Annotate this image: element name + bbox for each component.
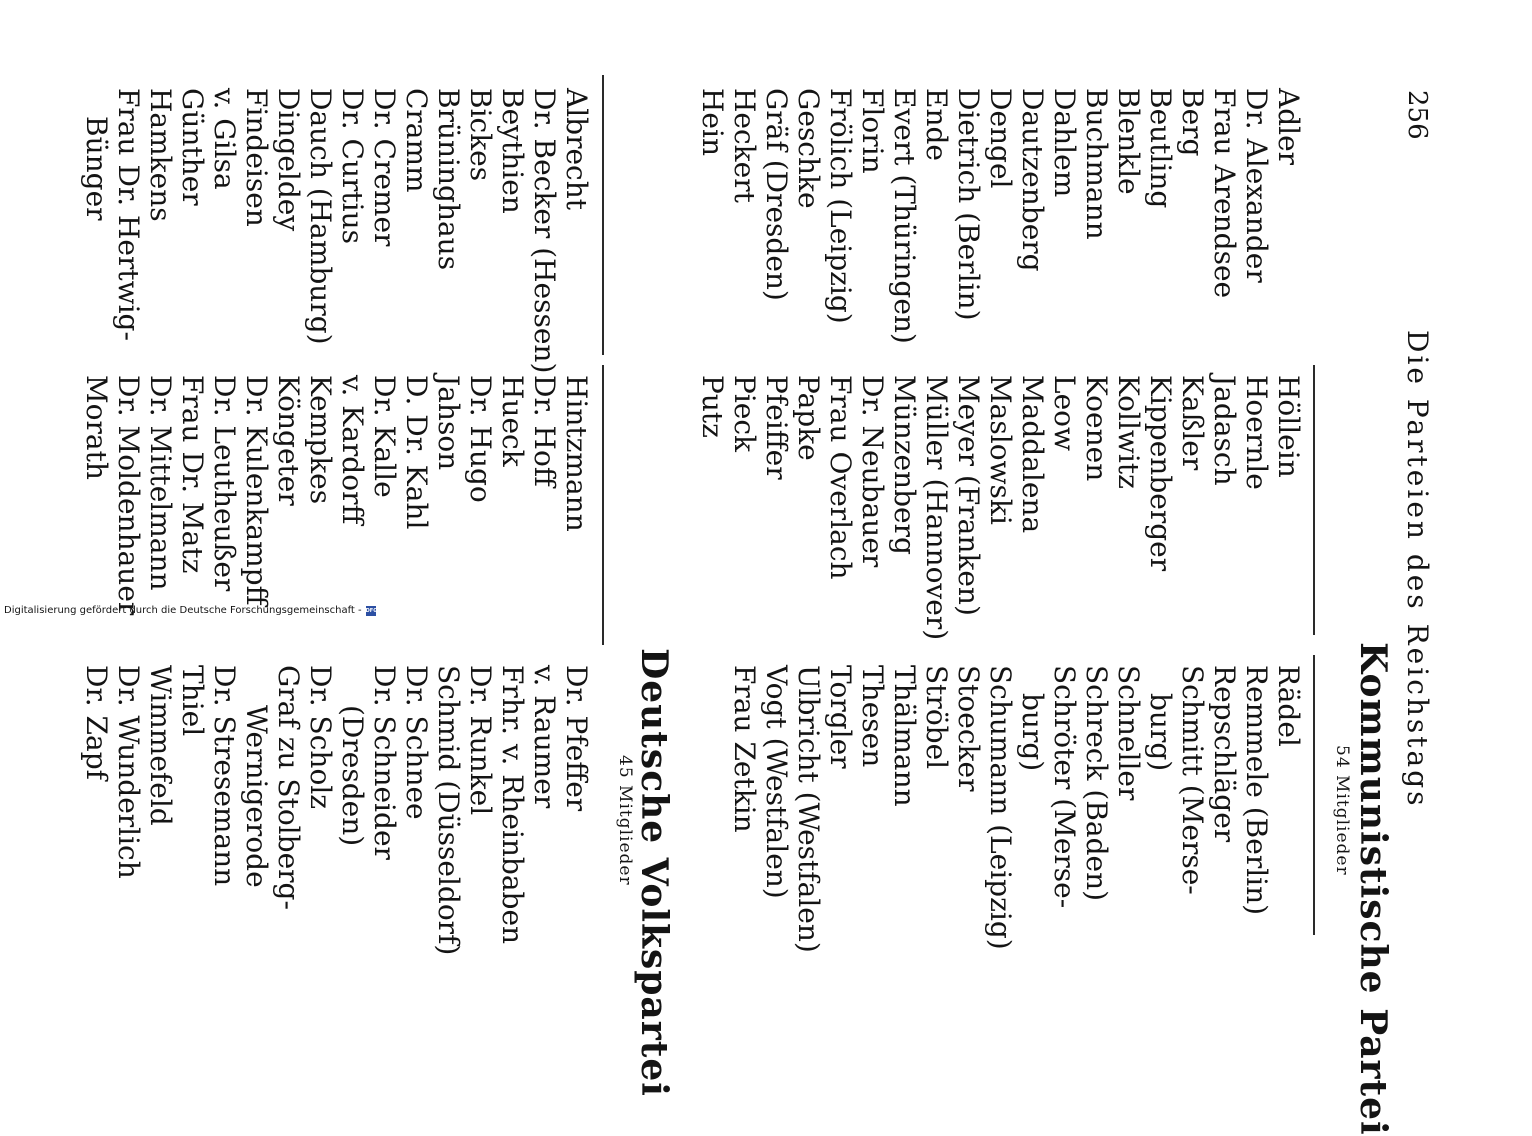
member-name: Müller (Hannover) [920,375,953,641]
member-name: Ende [920,88,953,161]
member-name: Schröter (Merse- [1048,665,1081,909]
member-name: Frölich (Leipzig) [824,88,857,324]
party-title-kpd: Kommunistische Partei [1352,642,1394,1136]
member-name: Dr. Cremer [368,88,401,247]
member-column-dvp-1 [80,88,592,388]
member-name: Wimmefeld [144,665,177,826]
member-name: Dr. Becker (Hessen) [528,88,561,374]
member-name: Köngeter [272,375,305,506]
member-name: Repschläger [1208,665,1241,843]
member-name: Bickes [464,88,497,182]
member-column-kpd-3 [728,665,1304,965]
member-name: Hintzmann [560,375,593,532]
digitization-credit [4,605,376,616]
column-rule [1313,655,1315,935]
member-name: Heckert [728,88,761,203]
member-name: Findeisen [240,88,273,227]
member-name: Dr. Schnee [400,665,433,820]
member-name: Vogt (Westfalen) [760,665,793,899]
member-name: Kollwitz [1112,375,1145,489]
member-name: burg) [1016,693,1049,772]
member-name: Dr. Kalle [368,375,401,498]
member-name: Evert (Thüringen) [888,88,921,344]
running-title: Die Parteien des Reichstags [1401,330,1434,809]
member-name: Frau Dr. Hertwig- [112,88,145,341]
dfg-logo-icon: DFG [365,607,378,614]
member-name: Hueck [496,375,529,467]
member-name: Beythien [496,88,529,214]
member-name: Ulbricht (Westfalen) [792,665,825,953]
member-name: Dr. Pfeffer [560,665,593,812]
member-name: Frau Dr. Matz [176,375,209,574]
member-name: v. Raumer [528,665,561,809]
member-name: Thiel [176,665,209,737]
member-name: Dr. Runkel [464,665,497,816]
member-name: (Dresden) [336,705,369,847]
member-name: Remmele (Berlin) [1240,665,1273,916]
member-column-dvp-3 [80,665,592,965]
member-name: Schmitt (Merse- [1176,665,1209,895]
member-name: Schumann (Leipzig) [984,665,1017,950]
member-name: Geschke [792,88,825,209]
member-name: Hoernle [1240,375,1273,490]
member-name: Leow [1048,375,1081,451]
member-name: Dr. Kulenkampff [240,375,273,606]
member-name: Frau Arendsee [1208,88,1241,299]
member-name: Meyer (Franken) [952,375,985,616]
member-name: Dr. Wunderlich [112,665,145,879]
member-name: Thesen [856,665,889,768]
member-name: Blenkle [1112,88,1145,195]
member-name: Putz [696,375,729,438]
member-name: Buchmann [1080,88,1113,240]
page-number: 256 [1402,90,1432,140]
member-name: Stoecker [952,665,985,792]
member-name: Berg [1176,88,1209,157]
member-name: Torgler [824,665,857,769]
column-rule [1313,365,1315,635]
member-name: Graf zu Stolberg- [272,665,305,910]
member-name: Dr. Curtius [336,88,369,245]
member-name: Dahlem [1048,88,1081,198]
member-name: Höllein [1272,375,1305,478]
member-name: Hamkens [144,88,177,222]
member-name: Thälmann [888,665,921,807]
member-name: Dr. Leutheußer [208,375,241,592]
column-rule [602,75,604,355]
member-name: Dr. Alexander [1240,88,1273,283]
member-name: burg) [1144,693,1177,772]
party-title-dvp: Deutsche Volkspartei [633,648,675,1097]
member-name: v. Kardorff [336,375,369,525]
member-name: Frau Overlach [824,375,857,580]
member-name: Rädel [1272,665,1305,747]
member-name: Wernigerode [240,705,273,888]
member-name: Ströbel [920,665,953,770]
party-member-count-dvp: 45 Mitglieder [615,755,635,886]
member-name: Pfeiffer [760,375,793,480]
member-name: Florin [856,88,889,174]
member-name: Kempkes [304,375,337,505]
member-name: Jahson [432,375,465,471]
member-name: Maslowski [984,375,1017,525]
member-name: Dautzenberg [1016,88,1049,272]
member-name: Dauch (Hamburg) [304,88,337,345]
member-name: Gräf (Dresden) [760,88,793,301]
member-name: Dr. Zapf [80,665,113,780]
member-name: Hein [696,88,729,156]
member-name: Pieck [728,375,761,453]
member-name: Dr. Schneider [368,665,401,860]
member-name: Frhr. v. Rheinbaben [496,665,529,945]
member-name: Schmid (Düsseldorf) [432,665,465,956]
member-column-dvp-2 [80,375,592,675]
member-name: Dengel [984,88,1017,189]
member-name: Kaßler [1176,375,1209,471]
column-rule [602,365,604,645]
member-name: Morath [80,375,113,480]
member-name: Schneller [1112,665,1145,801]
member-name: Bünger [80,116,113,221]
member-name: Dr. Neubauer [856,375,889,568]
member-name: Münzenberg [888,375,921,555]
member-name: Dr. Moldenhauer [112,375,145,616]
member-name: Papke [792,375,825,461]
member-name: Jadasch [1208,375,1241,486]
member-name: Dingeldey [272,88,305,232]
member-name: Dr. Mittelmann [144,375,177,591]
member-column-kpd-1 [696,88,1304,388]
member-name: Dr. Hoff [528,375,561,487]
member-name: Brüninghaus [432,88,465,271]
member-name: Dr. Hugo [464,375,497,503]
member-name: Dr. Stresemann [208,665,241,887]
member-name: Schreck (Baden) [1080,665,1113,902]
member-column-kpd-2 [696,375,1304,675]
member-name: Dietrich (Berlin) [952,88,985,321]
member-name: Beutling [1144,88,1177,209]
digitization-credit-text: Digitalisierung gefördert durch die Deutsche Forschungsgemeinschaft - [4,605,362,616]
member-name: Albrecht [560,88,593,211]
member-name: Frau Zetkin [728,665,761,833]
member-name: Adler [1272,88,1305,166]
member-name: Günther [176,88,209,206]
member-name: Koenen [1080,375,1113,482]
party-member-count-kpd: 54 Mitglieder [1332,745,1352,876]
member-name: v. Gilsa [208,88,241,190]
member-name: Maddalena [1016,375,1049,534]
member-name: Dr. Scholz [304,665,337,810]
member-name: Kippenberger [1144,375,1177,572]
member-name: D. Dr. Kahl [400,375,433,530]
member-name: Cramm [400,88,433,193]
